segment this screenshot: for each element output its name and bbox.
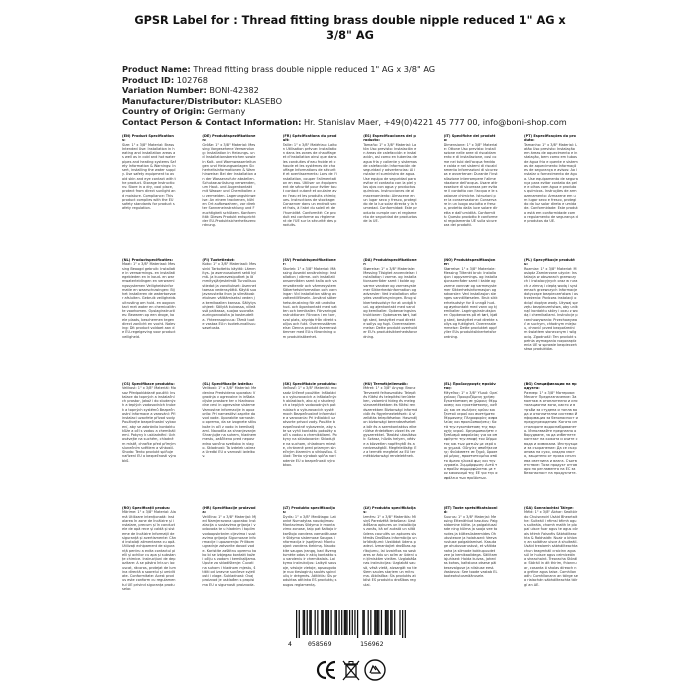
recycle-icon	[365, 660, 385, 680]
ean-barcode	[296, 610, 406, 638]
barcode-bars	[296, 610, 406, 638]
language-block-heading: (HR) Specifikacije proizvoda:	[202, 506, 256, 515]
language-block-heading: (EL) Προδιαγραφές προϊόντος:	[443, 382, 496, 391]
property-label: Contact Person & Contact Information:	[122, 116, 302, 127]
language-block-heading: (EN) Product Specifications:	[122, 134, 174, 143]
language-block-heading: (NL) Productspecificaties:	[122, 258, 174, 262]
barcode-bar	[338, 610, 339, 635]
barcode-bar	[325, 610, 326, 635]
barcode-bar	[352, 610, 353, 635]
language-block	[444, 506, 498, 626]
barcode-bar	[386, 610, 387, 635]
barcode-bar	[309, 610, 310, 635]
language-block-heading: (SL) Specifikacije izdelka:	[202, 382, 253, 386]
language-block	[363, 506, 417, 626]
language-block	[524, 258, 578, 376]
language-block	[524, 506, 578, 626]
barcode-bar	[307, 610, 308, 635]
barcode-bar	[374, 610, 375, 635]
language-block	[202, 506, 256, 626]
barcode-bar	[344, 610, 345, 635]
language-block-text: Maat: 1" x 3/8" Materiaal: Messing Beoogd gebruik: Installatie in verwarmings- en installatiegebieden en in koud- en warmwaterleidingen en verwarmingssystemen Veiligheidsinformatie en waarschuwingen: Bij het installeren de watertoevoer afsluiten. Gebruik veiligheidsuitrusting om huid- en oogcontact met water en chemicaliën te voorkomen. Opslaginstructies: Bewaren op een droge, koele plaats, beschermen tegen direct zonlicht en vocht. Naleving: Dit product voldoet aan de EU-regelgeving voor productveiligheid.	[122, 262, 176, 339]
language-block-heading: (HU) Termékjellemzők:	[363, 382, 408, 386]
language-block-heading: (LV) Produkta specifikācijas:	[363, 506, 416, 515]
property-value: Germany	[207, 106, 246, 117]
barcode-digit-lead: 4	[288, 640, 292, 648]
barcode-bar	[336, 610, 337, 635]
language-block	[363, 382, 417, 500]
barcode-bar	[346, 610, 347, 635]
language-block-text: Größe: 1" x 3/8" Material: Messing Vorgesehene Verwendung: Installation in Heizungs- und Installationsbereichen sowie in Kalt- und Warmwasserleitungen und Heizungsanlagen Sicherheitsinformationen & Warnhinweise: Bei der Installation an der Wasserzufuhr abstellen. Schutzausrüstung verwenden, um Haut- und Augenkontakt mit Wasser und Chemikalien zu vermeiden. Lagerungshinweise: An einem trockenen, kühlen Ort aufbewahren, vor direkter Sonneneinstrahlung und Feuchtigkeit schützen. Konformität: Dieses Produkt entspricht der EU-Produktsicherheitsverordnung.	[202, 142, 257, 228]
language-block-heading: (DA) Produktspecifikationer:	[363, 258, 417, 267]
product-properties	[122, 64, 567, 128]
barcode-bar	[394, 610, 395, 635]
ce-mark-icon	[318, 662, 335, 678]
language-block-heading: (FI) Tuotetiedot:	[202, 258, 235, 262]
language-block	[363, 134, 417, 252]
language-block-heading: (ES) Especificaciones del producto:	[363, 134, 416, 143]
language-block	[122, 258, 176, 376]
language-block	[283, 258, 337, 376]
language-block	[283, 506, 337, 626]
language-block-heading: (CS) Specifikace produktu:	[122, 382, 175, 386]
language-block	[202, 258, 256, 376]
barcode-bar	[326, 610, 327, 635]
label-title	[0, 13, 700, 43]
barcode-bar	[311, 610, 312, 635]
language-block-text: Méret: 1" x 3/8" Anyag: Bronz Tervezett felhasználás: Telepítés fűtési és telepítési területeken, valamint hideg és meleg vízvezetékekben és fűtési rendszerekben Biztonsági információk és figyelmeztetések: A vízellátás telepítésekor. Használjon biztonsági berendezéseket a bőr és a szemkontaktus elkerülése érdekében vízzel és vegyszerekkel. Tárolási utasítások: Száraz, hűvös helyen, védve a közvetlen napfénytől és a nedvességtől. Megfelelőség: Ez a termék megfelel az EU termékbiztonsági rendeletének.	[363, 386, 418, 459]
language-block-heading: (SK) Špecifikácie produktu:	[282, 382, 337, 386]
property-row	[122, 106, 567, 117]
barcode-bar	[391, 610, 392, 635]
property-row	[122, 117, 567, 128]
barcode-bar	[376, 610, 377, 635]
language-block-text: Suurus: 1" x 3/8" Materjal: Messing Ettenähtud kasutus: Paigaldamine kütte- ja paigaldusalade ning külma ja sooja vee torudes ja küttesüsteemides Ohutusteave ja hoiatused: Veevarustuse paigaldamisel. Kasutage ohutusvarustust, et vältida naha ja silmade kokkupuudet vee ja kemikaalidega. Säilitamisjuhised: Hoida kuivas, jahedas kohas, kaitstuna otsese päikesevalguse ja niiskuse eest. Vastavus: See toode vastab EL tooteohutusmäärusele.	[443, 514, 498, 578]
language-block-text: Izmērs: 1" x 3/8" Materiāls: Misiņš Paredzētā lietošana: Uzstādīšana apkures un instalācijas zonās, kā arī aukstā un siltā ūdens caurulēs un apkures sistēmās Drošības informācija un brīdinājumi: Uzstādot ūdens padevi. Izmantojiet drošības aprīkojumu, lai izvairītos no saskares ar ādu un acīm ar ūdeni un ķīmiskām vielām. Uzglabāšanas instrukcijas: Uzglabāt sausā, vēsā vietā, aizsargāt no tiešiem saules stariem un mitruma. Atbilstība: Šis produkts atbilst ES produktu drošības regulai.	[363, 514, 418, 587]
language-block-heading: (SV) Produktspecifikationer:	[282, 258, 336, 267]
label-title-line-2: 3/8" AG	[326, 29, 374, 42]
barcode-bar	[334, 610, 335, 635]
language-block-text: Размер: 1" x 3/8" Материал: Месинг Предназначение: За монтаж в отоплителни и инсталационни зони, както и в тръби за студена и топла вода и отоплителни системи Информация за безопасност и предупреждения: Когато инсталирате водоснабдяването. Използвайте предпазно оборудване, за да избегнете контакт на кожата и очите с вода и химикали. Инструкции за съхранение: Да се съхранява на сухо, хладно място, защитено от пряка слънчева светлина и влага. Съответствие: Този продукт отговаря на регламента на ЕС за безопасност на продуктите.	[524, 390, 578, 476]
language-block-text: Dydis: 1" x 3/8" Medžiaga: Latonkė Numatytas naudojimas: Montavimas šildymo ir montavimo zonose, taip pat šaltojo ir karštojo vandens vamzdžiuose ir šildymo sistemose Saugos informacija ir įspėjimai: Montuojant vandens tiekimą. Naudokite saugos įrangą, kad išvengtumėte odos ir akių kontakto su vandeniu ir chemikalais. Laikymo instrukcijos: Laikyti sausoje, vėsioje vietoje, apsaugotoje nuo tiesioginių saulės spindulių ir drėgmės. Atitiktis: Šis produktas atitinka ES produktų saugos reglamentą.	[282, 514, 337, 587]
language-block-heading: (BG) Спецификации на продукта:	[524, 382, 577, 391]
barcode-bar	[362, 610, 363, 635]
barcode-bar	[296, 610, 297, 638]
language-block-heading: (PL) Specyfikacje produktu:	[524, 258, 575, 267]
language-block	[444, 382, 498, 500]
property-row	[122, 96, 567, 107]
barcode-bar	[387, 610, 388, 635]
barcode-bar	[364, 610, 365, 635]
language-block-text: Størrelse: 1" x 3/8" Materiale: Messing Tiltenkt bruk: Installasjon i oppvarmings- og installasjonsområder samt i kalde og varme vannrør og varmesystemer Sikkerhetsinformasjon og advarsler: Ved installasjon stenges vanntilførselen. Bruk sikkerhetsutstyr for å unngå hud- og øyekontakt med vann og kjemikalier. Lagringsinstruksjoner: Oppbevares på et tørt, kjølig sted, beskyttet mot direkte sollys og fuktighet. Overensstemmelse: Dette produktet oppfyller EUs produktsikkerhetsforordning.	[443, 266, 498, 339]
barcode-bar	[303, 610, 304, 635]
barcode-bar	[330, 610, 331, 635]
property-value: Thread fitting brass double nipple reduced 1" AG x 3/8" AG	[193, 64, 436, 74]
barcode-bar	[390, 610, 391, 635]
language-block-text: Veličina: 1" x 3/8" Materijal: Mjed Namjeravana uporaba: Instalacija u sustavima grijanja i vodovoda te u hladnim i toplim vodoopskrbnim cijevima i sustavima grijanja Sigurnosne informacije i upozorenja: Prilikom ugradnje zatvorite dovod vode. Koristite zaštitnu opremu kako bi se izbjegao kontakt kože i očiju s vodom i kemikalijama. Upute za skladištenje: Čuvati na suhom i hladnom mjestu, štititi od izravne sunčeve svjetlosti i vlage. Sukladnost: Ovaj proizvod je usklađen s propisima EU o sigurnosti proizvoda.	[202, 514, 257, 587]
property-label: Country of Origin:	[122, 106, 206, 117]
property-value: KLASEBO	[244, 95, 283, 106]
property-label: Product ID:	[122, 74, 175, 85]
barcode-bar	[315, 610, 316, 635]
barcode-bar	[368, 610, 369, 635]
property-label: Manufacturer/Distributor:	[122, 95, 242, 106]
language-block	[283, 382, 337, 500]
language-block-text: Dimensione: 1" x 3/8" Materiale: Ottone Uso previsto: Installazione nelle aree di riscaldamento e di installazione, così come nei tubi dell'acqua fredda e calda e nei sistemi di riscaldamento Informazioni di sicurezza e avvertenze: Durante l'installazione interrompere l'alimentazione dell'acqua. Usare attrezzature di sicurezza per evitare il contatto con l'acqua e le sostanze chimiche. Istruzioni per la conservazione: Conservare in un luogo asciutto e fresco, protetto dalla luce solare diretta e dall'umidità. Conformità: Questo prodotto è conforme al regolamento UE sulla sicurezza dei prodotti.	[443, 142, 498, 228]
barcode-bar	[299, 610, 300, 638]
language-block-heading: (FR) Spécifications du produit:	[282, 134, 337, 143]
language-block	[524, 134, 578, 252]
language-block-heading: (PT) Especificações do produto:	[524, 134, 576, 143]
language-block-text: Tamanho: 1" x 3/8" Material: Latão Uso previsto: Instalação em áreas de aquecimento e instalação, bem como em tubos de água fria e quente e sistemas de aquecimento Informações de segurança e avisos: Ao instalar o fornecimento de água. Use equipamento de segurança para evitar contato da pele e olhos com água e produtos químicos. Instruções de armazenamento: Armazene em um lugar seco e fresco, protegido da luz solar direta e umidade. Conformidade: Este produto está em conformidade com o regulamento de segurança de produtos da UE.	[524, 142, 578, 223]
barcode-bar	[378, 610, 379, 635]
language-block	[202, 382, 256, 500]
barcode-bar	[385, 610, 386, 635]
language-block-text: Rozmiar: 1" x 3/8" Materiał: Mosiądz Zamierzone użycie: Instalacja w obszarach grzewczych i instalacyjnych oraz w rurach z zimną i ciepłą wodą i systemach grzewczych Informacje dotyczące bezpieczeństwa i ostrzeżenia: Podczas instalacji odciąć dopływ wody. Używaj sprzętu bezpieczeństwa, aby uniknąć kontaktu skóry i oczu z wodą i chemikaliami. Instrukcje przechowywania: Przechowywać w suchym, chłodnym miejscu, chronić przed bezpośrednim światłem słonecznym i wilgocią. Zgodność: Ten produkt spełnia wymagania rozporządzenia UE w sprawie bezpieczeństwa produktów.	[524, 266, 578, 352]
barcode-bar	[357, 610, 358, 638]
barcode-bar	[402, 610, 403, 638]
language-block-heading: (DE) Produktspezifikationen:	[202, 134, 256, 143]
property-row	[122, 64, 567, 75]
language-block	[122, 506, 176, 626]
language-block-heading: (RO) Specificații produs:	[122, 506, 171, 510]
crossed-out-bin-icon	[343, 661, 359, 680]
language-block	[444, 258, 498, 376]
barcode-digits-right: 156962	[360, 640, 384, 648]
language-block-heading: (GA) Sonraíochtaí Táirge:	[524, 506, 574, 510]
property-value: 102768	[176, 74, 208, 85]
language-block-text: Méid: 1" x 3/8" Ábhar: Seoltóir do Chuisneoirí Úsáid Bheartaithe: Suiteáil i réimsí téimh agus suiteála, chomh maith le píopaí uisce fuar agus te agus córais téimh Faisnéis Sábháilteachta & Rabhaidh: Nuair a bhíonn an soláthar uisce á shuiteáil. Úsáid trealamh sábháilteachta chun teagmháil craicinn agus súl le huisce agus ceimiceáin a sheachaint. Treoracha Stórála: Stóráil in áit thirim, fhionnuar, cosanta ó sholas díreach na gréine agus taise. Comhlíonadh: Comhlíonann an táirge seo rialachán sábháilteachta táirgí an AE.	[524, 510, 578, 587]
barcode-bar	[399, 610, 400, 635]
language-block-text: Velikost: 1" x 3/8" Material: Medenina Predvidena uporaba: Vgradnja v ogrevalne in inštalacijske prostore ter v hladnovodne cevi in ogrevalne sisteme Varnostne informacije in opozorila: Pri namestitvi zaprite dovod vode. Uporabite varnostno opremo, da se izognete stiku kože in oči z vodo in kemikalijami. Navodila za shranjevanje: Shranjujte na suhem, hladnem mestu, zaščiteno pred neposredno sončno svetlobo in vlago. Skladnost: Ta izdelek ustreza Uredbi EU o varnosti izdelkov.	[202, 386, 257, 459]
barcode-bar	[321, 610, 322, 635]
label-title-line-1: GPSR Label for : Thread fitting brass double nipple reduced 1" AG x	[134, 14, 566, 27]
language-block	[283, 134, 337, 252]
language-block-text: Size: 1" x 3/8" Material: Brass Intended Use: Installation in heating and installation areas as well as in cold and hot water pipes and heating systems Safety Information & Warnings: Insert, installing the water supply. Use safety equipment to avoid skin and eye contact with the product. Storage Instructions: Store in a dry, cool place, protect from direct sunlight and moisture. Compliance: This product complies with the EU safety standards for product safety regulation.	[122, 142, 176, 211]
property-label: Product Name:	[122, 64, 191, 74]
barcode-bar	[349, 610, 350, 635]
barcode-bar	[354, 610, 355, 635]
language-block-text: Koko: 1" x 3/8" Materiaali: Messinki Tarkoitettu käyttö: Lämmitys- ja asennusalueet sekä kylmä- ja kuumavesiputket ja lämmitysjärjestelmät Turvallisuustiedot ja varoitukset: Asennettaessa vedensyöttö. Käytä suojavarusteita ihon ja silmäkosketuksen välttämiseksi veden ja kemikaalien kanssa. Säilytysohjeet: Säilytä kuivassa, viileässä paikassa, suojaa suoralta auringonvalolta ja kosteudelta. Yhteensopivuus: Tämä tuote vastaa EU:n tuoteturvallisuusasetusta.	[202, 262, 257, 330]
barcode-bar	[405, 610, 406, 638]
barcode-bar	[377, 610, 378, 635]
language-block	[444, 134, 498, 252]
barcode-bar	[304, 610, 305, 635]
language-block-text: Velikost: 1" x 3/8" Materiál: Mosaz Předpokládané použití: Instalace do topných a instalačních prostor, jakož i do studených a teplých vodovodních trubek a topných systémů Bezpečnostní informace a varování: Při instalaci uzavřete přívod vody. Používejte bezpečnostní vybavení, aby se zabránilo kontaktu kůže a očí s vodou a chemikáliemi. Pokyny k uskladnění: Uchovávejte na suchém, chladném místě, chraňte před přímým slunečním světlem a vlhkostí. Shoda: Tento produkt splňuje nařízení EU o bezpečnosti výrobků.	[122, 386, 176, 463]
language-block-heading: (ET) Toote spetsifikatsioonid:	[443, 506, 498, 515]
barcode-digits-left: 058569	[308, 640, 332, 648]
language-block-text: Veľkosť: 1" x 3/8" Materiál: mosadz Určené použitie: Inštalácia v vykurovacích a inštalačných oblastiach, ako aj v studených a teplých vodovodných potrubiach a vykurovacích systémoch Bezpečnostné informácie a varovania: Pri inštalácii uzatvorte prívod vody. Použite bezpečnostné vybavenie, aby ste sa vyhli kontaktu pokožky a očí s vodou a chemikáliami. Pokyny na skladovanie: Skladujte na suchom, chladnom mieste, chránené pred priamym slnečným žiarením a vlhkosťou. Súlad: Tento výrobok spĺňa nariadenie EÚ o bezpečnosti výrobkov.	[282, 386, 337, 467]
barcode-bar	[328, 610, 329, 635]
barcode-bar	[323, 610, 324, 635]
language-block-text: Taille: 1" x 3/8" Matériau: Laiton Utilisation prévue: Installation dans les zones de chauffage et d'installation ainsi que dans les conduites d'eau froide et chaude et les systèmes de chauffage Informations de sécurité et avertissements: Lors de l'installation, couper l'alimentation en eau. Utiliser un équipement de sécurité pour éviter tout contact cutané et oculaire avec l'eau et les produits chimiques. Instructions de stockage: Conserver dans un endroit sec et frais, à l'abri du soleil et de l'humidité. Conformité: Ce produit est conforme au règlement de l'UE sur la sécurité des produits.	[282, 142, 337, 228]
property-label: Variation Number:	[122, 85, 207, 96]
language-block	[202, 134, 256, 252]
barcode-bar	[345, 610, 346, 635]
language-block	[524, 382, 578, 500]
barcode-bar	[317, 610, 318, 635]
language-block-text: Storlek: 1" x 3/8" Material: Mässing Avsedd användning: Installation i värme- och installationsområden samt kalla och varmvattenrör och värmesystem Säkerhetsinformation och varningar: Vid installation stäng av vattentillförseln. Använd säkerhetsutrustning för att undvika hud- och ögonkontakt med vatten och kemikalier. Förvaringsinstruktioner: Förvara i en torr, sval plats, skydda från direkt solljus och fukt. Överensstämmelse: Denna produkt överensstämmer med EU:s förordning om produktsäkerhet.	[282, 266, 337, 339]
property-value: BONI-42382	[209, 85, 259, 96]
barcode-bar	[370, 610, 371, 635]
language-block-heading: (LT) Produkto specifikacijos:	[282, 506, 335, 515]
barcode-bar	[381, 610, 382, 635]
language-block-heading: (IT) Specifiche del prodotto:	[443, 134, 496, 143]
language-block-text: Tamaño: 1" x 3/8" Material: Latón Uso previsto: Instalación en áreas de calefacción e instalación, así como en tuberías de agua fría y caliente y sistemas de calefacción Información de seguridad y advertencias: Al instalar el suministro de agua. Use equipo de seguridad para evitar el contacto con la piel y los ojos con agua y productos químicos. Instrucciones de almacenamiento: Almacene en un lugar seco y fresco, protegido de la luz solar directa y la humedad. Conformidad: Este producto cumple con el reglamento de seguridad de productos de la UE.	[363, 142, 418, 223]
language-block-heading: (NO) Produktspesifikasjoner:	[443, 258, 496, 267]
barcode-bar	[341, 610, 342, 635]
language-block-text: Μέγεθος: 1" x 3/8" Υλικό: Ορείχαλκος Προοριζόμενη χρήση: Εγκατάσταση σε χώρους θέρμανσης και εγκατάστασης, καθώς και σε σωλήνες κρύου και ζεστού νερού και συστήματα θέρμανσης Πληροφορίες ασφαλείας και προειδοποιήσεις: Κατά την εγκατάσταση της παροχής νερού. Χρησιμοποιήστε εξοπλισμό ασφαλείας για να αποφύγετε την επαφή του δέρματος και των ματιών με νερό και χημικά. Οδηγίες αποθήκευσης: Φυλάσσετε σε ξηρό, δροσερό μέρος, προστατευμένο από το άμεσο ηλιακό φως και την υγρασία. Συμμόρφωση: Αυτό το προϊόν συμμορφώνεται με τον κανονισμό της ΕΕ για την ασφάλεια των προϊόντων.	[443, 390, 498, 480]
property-row	[122, 85, 567, 96]
property-value: Hr. Stanislav Maer, +49(0)4221 45 777 00, info@boni-shop.com	[304, 116, 567, 127]
property-row	[122, 75, 567, 86]
language-block-text: Størrelse: 1" x 3/8" Materiale: Messing Tilsigtet anvendelse: Installation i varme- og installationsområder samt i kolde og varme vandrør og varmesystemer Sikkerhedsinformation og advarsler: Ved installation afbrydes vandforsyningen. Brug sikkerhedsudstyr for at undgå hud- og øjenkontakt med vand og kemikalier. Opbevaringsinstruktioner: Opbevares tørt, køligt sted, beskyttet mod direkte sollys og fugt. Overensstemmelse: Dette produkt overholder EU's produktsikkerhedsforordning.	[363, 266, 418, 339]
language-block	[122, 382, 176, 500]
compliance-marks	[315, 657, 387, 683]
language-block-text: Mărime: 1" x 3/8" Material: Alamă Utilizare intenționată: Instalarea în zone de încălzire și instalare, precum și în conductele de apă rece și caldă și sisteme de încălzire Informații de siguranță și avertismente: Când instalați alimentarea cu apă. Utilizați echipament de siguranță pentru a evita contactul pielii și ochilor cu apa și substanțe chimice. Instrucțiuni de depozitare: A se păstra într-un loc uscat, răcoros, protejat de lumina directă a soarelui și umiditate. Conformitate: Acest produs este conform cu regulamentul UE privind siguranța produselor.	[122, 510, 176, 591]
language-block	[363, 258, 417, 376]
language-block	[122, 134, 176, 252]
